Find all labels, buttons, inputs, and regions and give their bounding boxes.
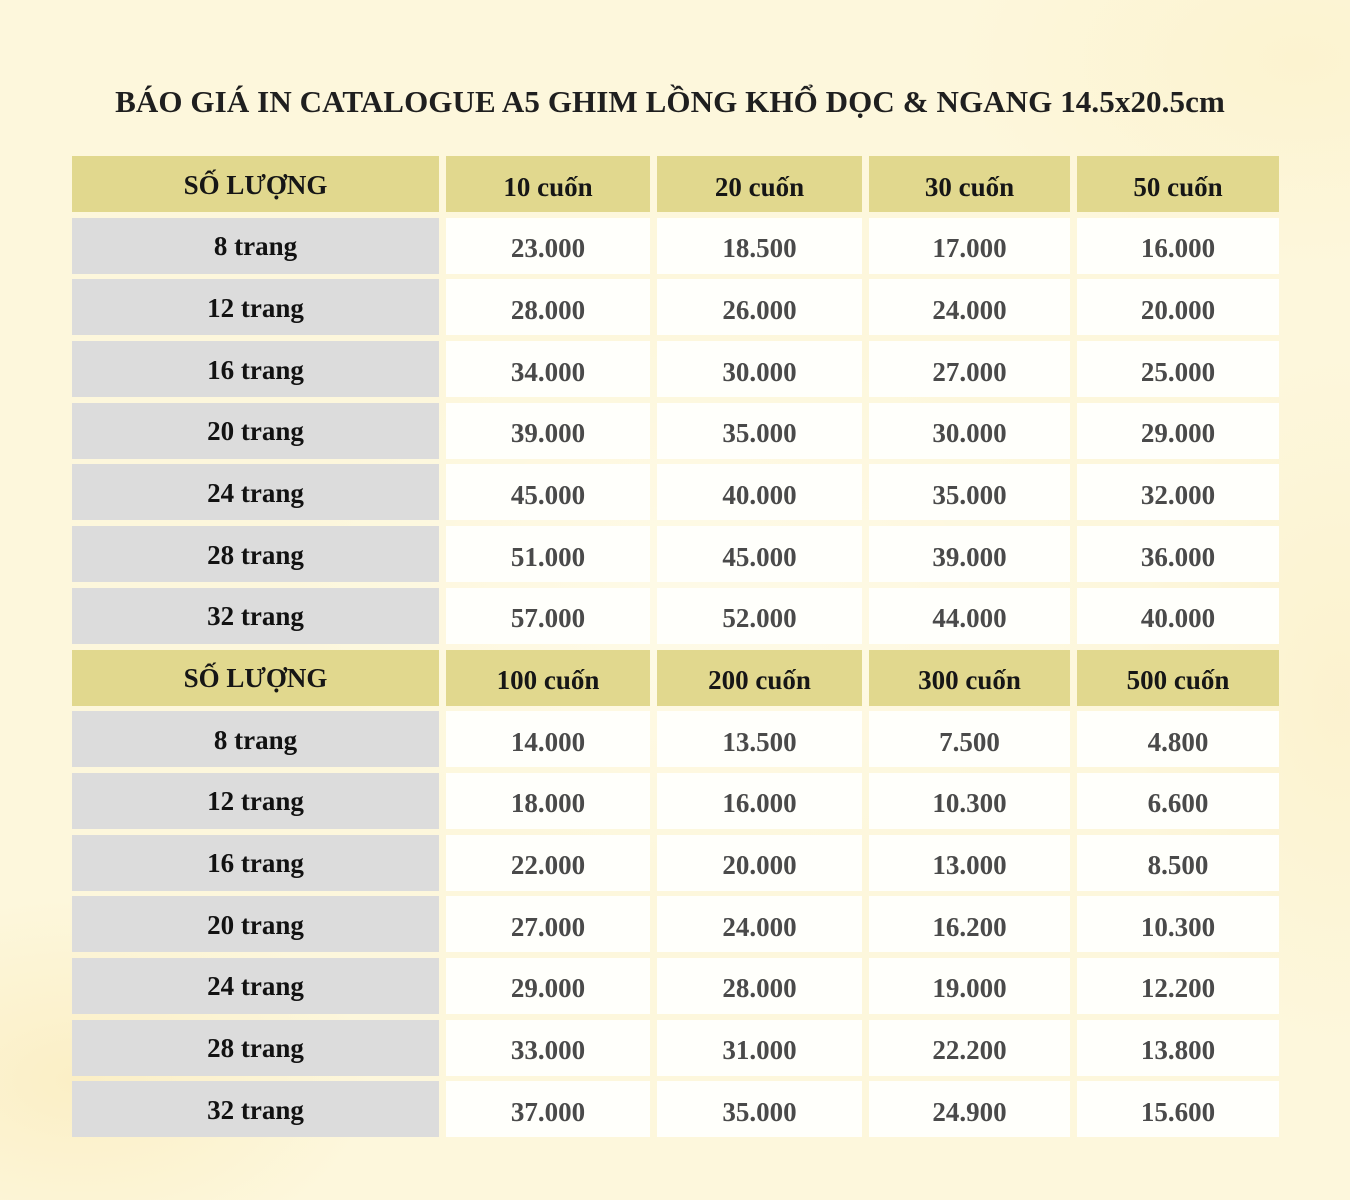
column-header: 20 cuốn xyxy=(657,156,862,212)
price-cell: 45.000 xyxy=(657,526,862,582)
price-cell: 16.000 xyxy=(1077,218,1279,274)
price-cell: 15.600 xyxy=(1077,1081,1279,1137)
table-row xyxy=(72,896,1278,952)
page-count-label: 16 trang xyxy=(72,835,439,891)
table-row xyxy=(72,588,1278,644)
price-cell: 27.000 xyxy=(446,896,650,952)
price-cell: 28.000 xyxy=(446,279,650,335)
page-title: BÁO GIÁ IN CATALOGUE A5 GHIM LỒNG KHỔ DỌC & NGANG 14.5x20.5cm xyxy=(115,84,1225,119)
table-header-row xyxy=(72,650,1278,706)
price-cell: 33.000 xyxy=(446,1020,650,1076)
quantity-header-label: SỐ LƯỢNG xyxy=(72,650,439,706)
page-count-label: 28 trang xyxy=(72,526,439,582)
price-cell: 8.500 xyxy=(1077,835,1279,891)
price-cell: 45.000 xyxy=(446,464,650,520)
price-cell: 16.200 xyxy=(869,896,1070,952)
page-count-label: 32 trang xyxy=(72,588,439,644)
table-row xyxy=(72,341,1278,397)
table-row xyxy=(72,835,1278,891)
price-cell: 22.000 xyxy=(446,835,650,891)
price-cell: 36.000 xyxy=(1077,526,1279,582)
table-row xyxy=(72,526,1278,582)
price-cell: 52.000 xyxy=(657,588,862,644)
price-cell: 10.300 xyxy=(1077,896,1279,952)
price-cell: 29.000 xyxy=(1077,403,1279,459)
table-row xyxy=(72,403,1278,459)
price-cell: 19.000 xyxy=(869,958,1070,1014)
price-cell: 13.500 xyxy=(657,711,862,767)
price-cell: 24.000 xyxy=(869,279,1070,335)
price-cell: 39.000 xyxy=(869,526,1070,582)
price-cell: 40.000 xyxy=(657,464,862,520)
price-cell: 37.000 xyxy=(446,1081,650,1137)
price-cell: 57.000 xyxy=(446,588,650,644)
price-cell: 40.000 xyxy=(1077,588,1279,644)
table-row xyxy=(72,464,1278,520)
price-cell: 23.000 xyxy=(446,218,650,274)
price-cell: 29.000 xyxy=(446,958,650,1014)
price-cell: 25.000 xyxy=(1077,341,1279,397)
price-cell: 27.000 xyxy=(869,341,1070,397)
price-cell: 31.000 xyxy=(657,1020,862,1076)
price-cell: 32.000 xyxy=(1077,464,1279,520)
table-row xyxy=(72,711,1278,767)
price-cell: 30.000 xyxy=(869,403,1070,459)
price-cell: 35.000 xyxy=(869,464,1070,520)
table-row xyxy=(72,279,1278,335)
page-count-label: 20 trang xyxy=(72,403,439,459)
price-cell: 18.000 xyxy=(446,773,650,829)
column-header: 100 cuốn xyxy=(446,650,650,706)
column-header: 500 cuốn xyxy=(1077,650,1279,706)
price-cell: 24.000 xyxy=(657,896,862,952)
page-count-label: 32 trang xyxy=(72,1081,439,1137)
price-cell: 24.900 xyxy=(869,1081,1070,1137)
price-cell: 12.200 xyxy=(1077,958,1279,1014)
price-cell: 35.000 xyxy=(657,1081,862,1137)
page-count-label: 20 trang xyxy=(72,896,439,952)
price-cell: 28.000 xyxy=(657,958,862,1014)
page-count-label: 16 trang xyxy=(72,341,439,397)
column-header: 200 cuốn xyxy=(657,650,862,706)
table-row xyxy=(72,958,1278,1014)
price-cell: 20.000 xyxy=(657,835,862,891)
table-row xyxy=(72,218,1278,274)
price-cell: 35.000 xyxy=(657,403,862,459)
price-cell: 39.000 xyxy=(446,403,650,459)
price-cell: 22.200 xyxy=(869,1020,1070,1076)
column-header: 10 cuốn xyxy=(446,156,650,212)
price-cell: 10.300 xyxy=(869,773,1070,829)
price-table xyxy=(72,156,1278,1143)
price-cell: 7.500 xyxy=(869,711,1070,767)
price-cell: 26.000 xyxy=(657,279,862,335)
price-cell: 6.600 xyxy=(1077,773,1279,829)
price-cell: 30.000 xyxy=(657,341,862,397)
page-count-label: 8 trang xyxy=(72,218,439,274)
price-cell: 51.000 xyxy=(446,526,650,582)
table-row xyxy=(72,1081,1278,1137)
page-count-label: 8 trang xyxy=(72,711,439,767)
page-count-label: 12 trang xyxy=(72,279,439,335)
price-cell: 34.000 xyxy=(446,341,650,397)
quantity-header-label: SỐ LƯỢNG xyxy=(72,156,439,212)
price-cell: 16.000 xyxy=(657,773,862,829)
price-cell: 20.000 xyxy=(1077,279,1279,335)
table-row xyxy=(72,1020,1278,1076)
table-row xyxy=(72,773,1278,829)
page-count-label: 12 trang xyxy=(72,773,439,829)
price-cell: 17.000 xyxy=(869,218,1070,274)
column-header: 50 cuốn xyxy=(1077,156,1279,212)
page-count-label: 28 trang xyxy=(72,1020,439,1076)
page-count-label: 24 trang xyxy=(72,464,439,520)
price-cell: 13.000 xyxy=(869,835,1070,891)
price-cell: 13.800 xyxy=(1077,1020,1279,1076)
price-cell: 18.500 xyxy=(657,218,862,274)
price-cell: 44.000 xyxy=(869,588,1070,644)
page-count-label: 24 trang xyxy=(72,958,439,1014)
price-cell: 4.800 xyxy=(1077,711,1279,767)
column-header: 30 cuốn xyxy=(869,156,1070,212)
price-cell: 14.000 xyxy=(446,711,650,767)
column-header: 300 cuốn xyxy=(869,650,1070,706)
table-header-row xyxy=(72,156,1278,212)
